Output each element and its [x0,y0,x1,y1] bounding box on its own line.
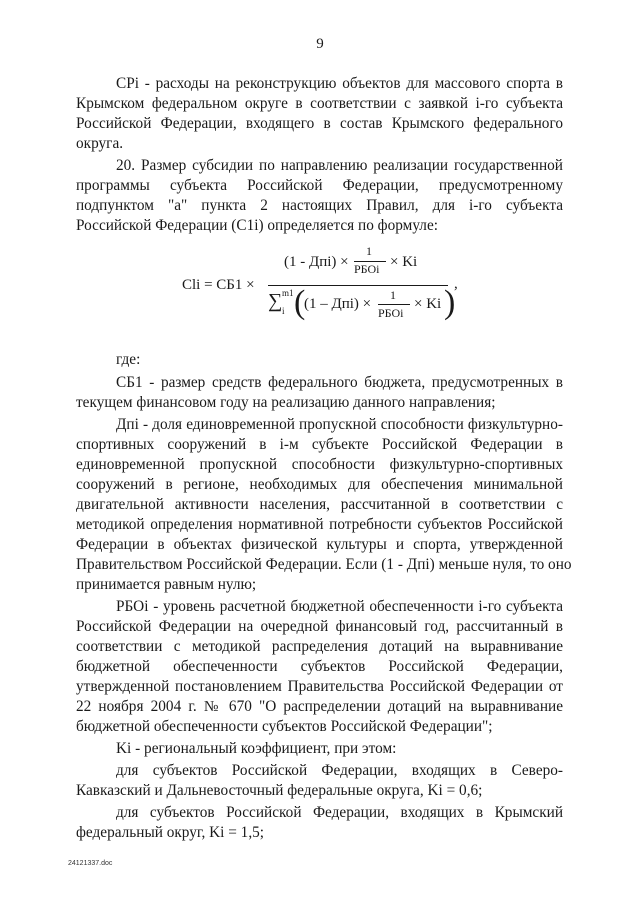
formula [182,244,462,332]
formula-sum-sup: m1 [282,288,294,298]
formula-den-den: РБОi [378,306,404,320]
text-line: для субъектов Российской Федерации, входящих в Северо- [116,762,563,779]
formula-trailing-comma: , [454,276,458,292]
text-line: РБОi - уровень расчетной бюджетной обеспеченности i-го субъекта [116,598,563,615]
text-line: Федерации в объектах физической культуры и спорта, утвержденной [76,536,563,553]
text-line: Крымском федеральном округе в соответствии с заявкой i-го субъекта [76,95,563,112]
text-line: программы субъекта Российской Федерации, предусмотренному [76,177,563,194]
formula-num-b: × Ki [390,254,418,270]
formula-den-one: 1 [390,288,396,302]
formula-den-a: (1 – Дпi) × [304,296,372,312]
text-line: методикой определения нормативной потребности субъектов Российской [76,516,563,533]
formula-sum-sub: i [282,306,285,316]
formula-num-a: (1 - Дпi) × [284,254,349,270]
text-line: бюджетной обеспеченности субъектов Российской Федерации"; [76,718,493,735]
formula-num-one: 1 [366,244,372,258]
text-line: Кавказский и Дальневосточный федеральные округа, Ki = 0,6; [76,782,483,799]
formula-den-inner-bar [378,304,410,305]
text-line: принимается равным нулю; [76,576,257,593]
text-line: Российской Федерации, входящего в состав Крымского федерального [76,115,563,132]
text-line: Правительством Российской Федерации. Если (1 - Дпi) меньше нуля, то оно [76,556,572,573]
text-line: сооружений в регионе, необходимых для обеспечения минимальной [76,476,563,493]
text-line: где: [116,351,141,368]
text-line: для субъектов Российской Федерации, входящих в Крымский [116,804,563,821]
text-line: бюджетной обеспеченности субъектов Российской Федерации, [76,658,563,675]
text-line: единовременной пропускной способности физкультурно-спортивных [76,456,563,473]
text-line: 22 ноября 2004 г. № 670 "О распределении дотаций на выравнивание [76,698,563,715]
text-line: подпунктом "а" пункта 2 настоящих Правил, для i-го субъекта [76,197,563,214]
text-line: утвержденной постановлением Правительства Российской Федерации от [76,678,563,695]
text-line: соответствии с методикой распределения дотаций на выравнивание [76,638,563,655]
text-line: двигательной активности населения, рассчитанной в соответствии с [76,496,563,513]
footer-filename: 24121337.doc [68,860,113,867]
text-line: 20. Размер субсидии по направлению реализации государственной [116,157,563,174]
text-line: Российской Федерации (C1i) определяется по формуле: [76,217,438,234]
text-line: Дпi - доля единовременной пропускной способности физкультурно- [116,416,563,433]
text-line: Ki - региональный коэффициент, при этом: [116,740,397,757]
text-line: CPi - расходы на реконструкцию объектов для массового спорта в [116,75,563,92]
page-number: 9 [316,36,324,52]
formula-den-close: ) [444,284,456,321]
formula-lhs: Cli = СБ1 × [182,277,255,293]
text-line: спортивных сооружений в i-м субъекте Российской Федерации в [76,436,563,453]
formula-num-den: РБОi [354,262,380,276]
text-line: федеральный округ, Ki = 1,5; [76,824,265,841]
text-line: СБ1 - размер средств федерального бюджета, предусмотренных в [116,374,563,391]
formula-sum-symbol: ∑ [268,290,283,312]
formula-den-b: × Ki [414,296,442,312]
text-line: Российской Федерации на очередной финансовый год, рассчитанный в [76,618,563,635]
text-line: текущем финансовом году на реализацию данного направления; [76,394,496,411]
text-line: округа. [76,135,124,152]
formula-den-open: ( [294,284,306,321]
